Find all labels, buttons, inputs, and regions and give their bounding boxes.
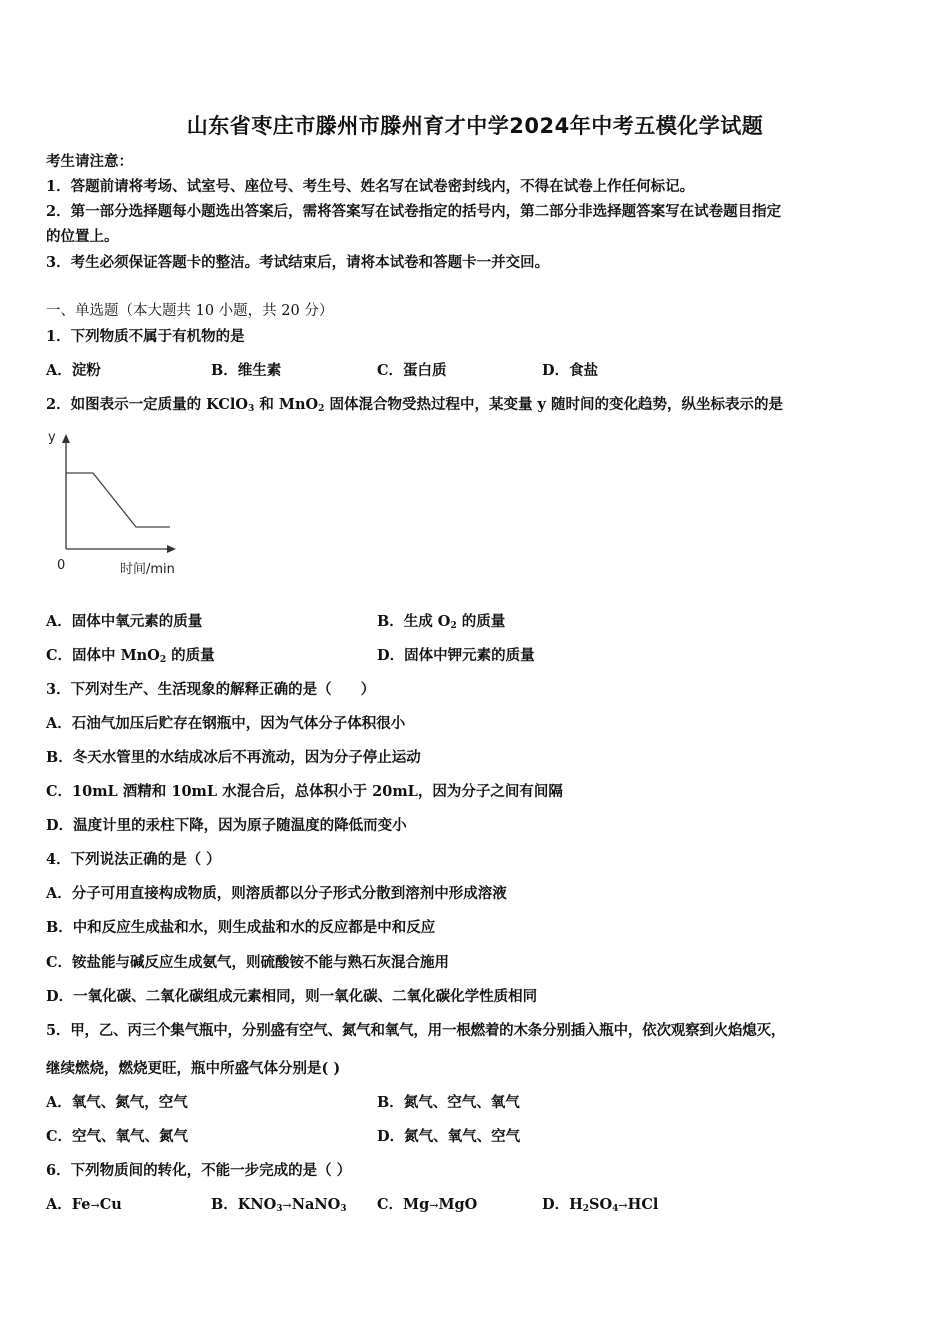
question-1-stem: 1．下列物质不属于有机物的是 <box>46 328 245 345</box>
section-heading: 一、单选题（本大题共 10 小题，共 20 分） <box>46 303 334 319</box>
q4-option-c: C．铵盐能与碱反应生成氨气，则硫酸铵不能与熟石灰混合施用 <box>46 954 450 971</box>
graph-x-label: 时间/min <box>120 562 175 577</box>
notice-item-2: 2．第一部分选择题每小题选出答案后，需将答案写在试卷指定的括号内，第二部分非选择题答案写在试卷题目指定 <box>46 203 782 220</box>
q4-option-d: D．一氧化碳、二氧化碳组成元素相同，则一氧化碳、二氧化碳化学性质相同 <box>46 988 538 1005</box>
q4-option-b: B．中和反应生成盐和水，则生成盐和水的反应都是中和反应 <box>46 919 436 936</box>
question-6-stem: 6．下列物质间的转化，不能一步完成的是（ ） <box>46 1162 352 1179</box>
q6-option-b: B．$KNO_3\to NaNO_3$ <box>211 1196 347 1214</box>
q2-option-c: C．固体中 MnO$_2$ 的质量 <box>46 647 215 665</box>
q3-option-a: A．石油气加压后贮存在钢瓶中，因为气体分子体积很小 <box>46 715 406 732</box>
question-2-stem: 2．如图表示一定质量的 KClO$_3$ 和 MnO$_2$ 固体混合物受热过程中，某变量 y 随时间的变化趋势，纵坐标表示的是 <box>46 396 783 414</box>
q2-graph-svg <box>40 428 200 578</box>
q5-option-d: D．氮气、氧气、空气 <box>377 1128 521 1145</box>
y-curve <box>66 473 170 527</box>
q3-option-c: C．10mL 酒精和 10mL 水混合后，总体积小于 20mL，因为分子之间有间隔 <box>46 783 563 800</box>
notice-item-2-cont: 的位置上。 <box>46 228 119 245</box>
q2-graph <box>40 428 200 578</box>
q5-option-b: B．氮气、空气、氧气 <box>377 1094 520 1111</box>
q2-option-d: D．固体中钾元素的质量 <box>377 647 535 664</box>
q1-option-c: C．蛋白质 <box>377 362 447 379</box>
q4-option-a: A．分子可用直接构成物质，则溶质都以分子形式分散到溶剂中形成溶液 <box>46 885 507 902</box>
q1-option-d: D．食盐 <box>542 362 599 379</box>
page-title: 山东省枣庄市滕州市滕州育才中学2024年中考五模化学试题 <box>186 114 764 138</box>
question-5-stem: 5．甲，乙、丙三个集气瓶中，分别盛有空气、氮气和氧气，用一根燃着的木条分别插入瓶中，依次观察到火焰熄灭， <box>46 1022 786 1039</box>
q5-option-c: C．空气、氧气、氮气 <box>46 1128 189 1145</box>
y-axis-arrow <box>62 434 70 443</box>
q5-option-a: A．氧气、氮气，空气 <box>46 1094 188 1111</box>
q1-option-a: A．淀粉 <box>46 362 101 379</box>
q1-option-b: B．维生素 <box>211 362 282 379</box>
q2-option-b: B．生成 $O_2$ 的质量 <box>377 613 506 631</box>
notice-heading: 考生请注意： <box>46 153 133 170</box>
question-4-stem: 4．下列说法正确的是（ ） <box>46 851 221 868</box>
question-3-stem: 3．下列对生产、生活现象的解释正确的是（ ） <box>46 681 376 698</box>
q3-option-b: B．冬天水管里的水结成冰后不再流动，因为分子停止运动 <box>46 749 421 766</box>
q6-option-a: A．Fe→Cu <box>46 1196 122 1213</box>
question-5-stem-cont: 继续燃烧，燃烧更旺，瓶中所盛气体分别是( ) <box>46 1060 341 1077</box>
notice-item-1: 1．答题前请将考场、试室号、座位号、考生号、姓名写在试卷密封线内，不得在试卷上作任何标记。 <box>46 178 695 195</box>
notice-item-3: 3．考生必须保证答题卡的整洁。考试结束后，请将本试卷和答题卡一并交回。 <box>46 254 550 271</box>
q6-option-d: D．$H_2SO_4\to HCl$ <box>542 1196 659 1214</box>
q3-option-d: D．温度计里的汞柱下降，因为原子随温度的降低而变小 <box>46 817 407 834</box>
graph-y-label: y <box>48 430 56 445</box>
q2-option-a: A．固体中氧元素的质量 <box>46 613 203 630</box>
graph-origin-label: 0 <box>57 558 66 573</box>
x-axis-arrow <box>167 545 176 553</box>
q6-option-c: C．Mg→MgO <box>377 1196 478 1213</box>
